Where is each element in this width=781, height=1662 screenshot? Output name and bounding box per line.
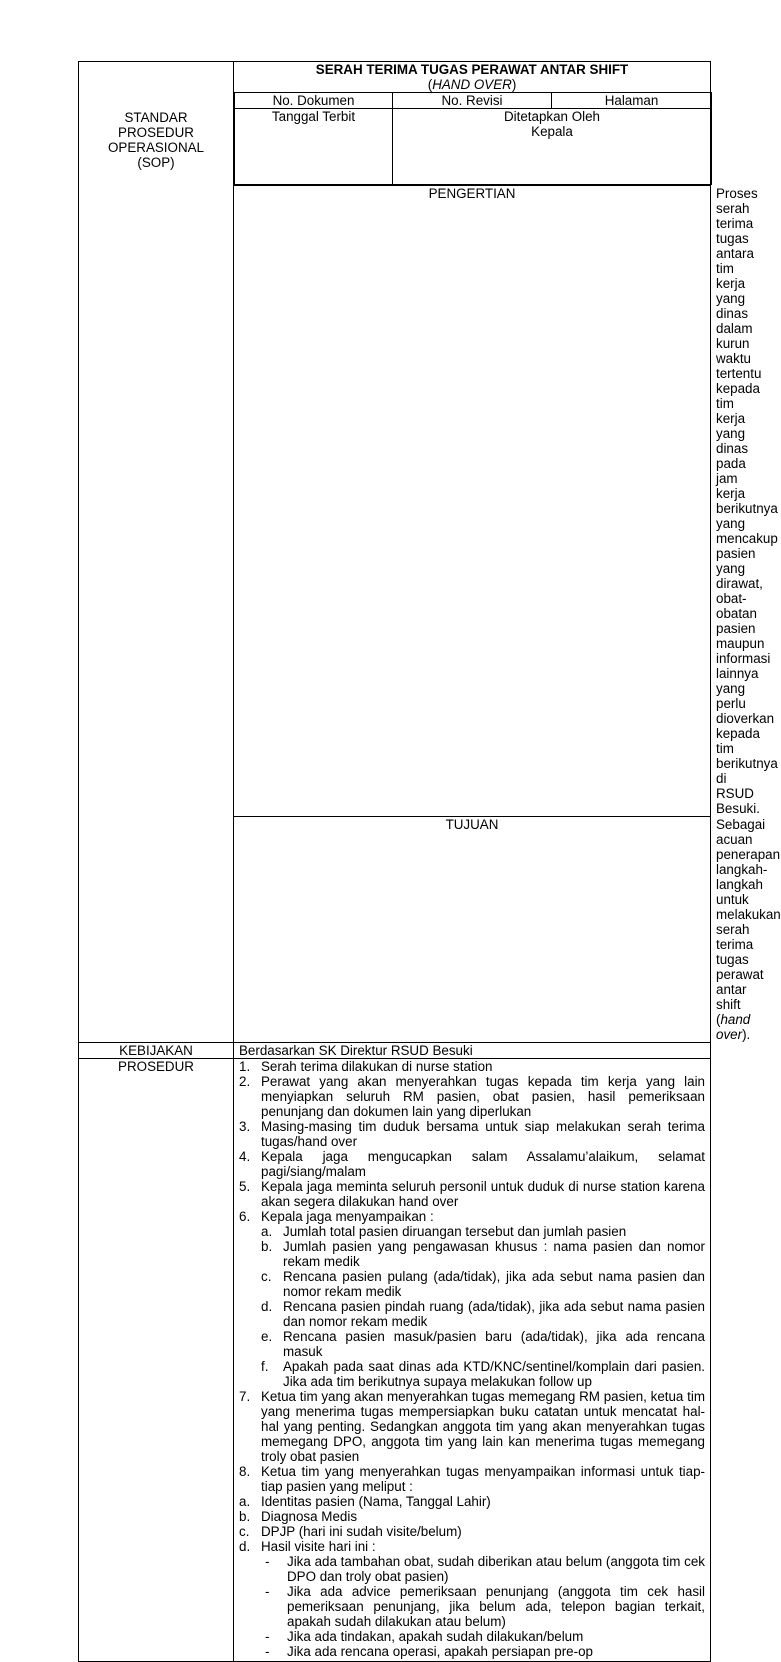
document-subtitle: (HAND OVER) <box>427 77 517 92</box>
step6-sublist <box>261 1224 705 1389</box>
visite-dash-list <box>239 1554 705 1659</box>
kebijakan-text: Berdasarkan SK Direktur RSUD Besuki <box>234 1043 711 1059</box>
sub-item: d. Hasil visite hari ini : - Jika ada tambahan obat, sudah diberikan atau belum (anggota tim cek DPO dan troly obat pasien) - Jika ada advice pemeriksaan penunjang (anggota tim cek hasil pemeriksaan penunjang, jika belum ada, telepon bagian terkait, apakah sudah dilakukan atau belum) - Jika ada tindakan, apakah sudah dilakukan/belum - Jika ada rencana operasi, apakah persiapan pre-op <box>239 1539 705 1659</box>
prosedur-step: 1. Serah terima dilakukan di nurse station <box>239 1059 493 1074</box>
sub-item: c. Rencana pasien pulang (ada/tidak), jika ada sebut nama pasien dan nomor rekam medik <box>261 1269 705 1299</box>
prosedur-step: 8. Ketua tim yang menyerahkan tugas menyampaikan informasi untuk tiap-tiap pasien yang meliput : a. Identitas pasien (Nama, Tanggal Lahir) b. Diagnosa Medis c. DPJP (hari ini sudah visite/belum) d. Hasil visite hari ini : - Jika ada tambahan obat, sudah diberikan atau belum (anggota tim cek DPO dan troly obat pasien) - Jika ada advice pemeriksaan penunjang (anggota tim cek hasil pemeriksaan penunjang, jika belum ada, telepon bagian terkait, apakah sudah dilakukan atau belum) - Jika ada tindakan, apakah sudah dilakukan/belum - Jika ada rencana operasi, apakah persiapan pre-op <box>239 1464 705 1659</box>
dash-item: - Jika ada tambahan obat, sudah diberikan atau belum (anggota tim cek DPO dan troly obat pasien) <box>265 1554 705 1584</box>
sop-label-line: OPERASIONAL <box>108 140 204 155</box>
sub-item: f. Apakah pada saat dinas ada KTD/KNC/sentinel/komplain dari pasien. Jika ada tim berikutnya supaya melakukan follow up <box>261 1359 705 1389</box>
no-dokumen-header: No. Dokumen <box>235 93 393 109</box>
ditetapkan-oleh-cell <box>393 109 712 185</box>
halaman-header: Halaman <box>552 93 712 109</box>
prosedur-content <box>234 1059 711 1662</box>
sub-item: b. Diagnosa Medis <box>239 1509 358 1524</box>
kepala-label: Kepala <box>531 124 573 139</box>
tanggal-terbit-label: Tanggal Terbit <box>235 109 393 185</box>
no-revisi-header: No. Revisi <box>393 93 552 109</box>
prosedur-step: 4. Kepala jaga mengucapkan salam Assalamu’alaikum, selamat pagi/siang/malam <box>239 1149 705 1179</box>
prosedur-step: 6. Kepala jaga menyampaikan : a. Jumlah total pasien diruangan tersebut dan jumlah pasien b. Jumlah pasien yang pengawasan khusus : nama pasien dan nomor rekam medik c. Rencana pasien pulang (ada/tidak), jika ada sebut nama pasien dan nomor rekam medik d. Rencana pasien pindah ruang (ada/tidak), jika ada sebut nama pasien dan nomor rekam medik e. Rencana pasien masuk/pasien baru (ada/tidak), jika ada rencana masuk f. Apakah pada saat dinas ada KTD/KNC/sentinel/komplain dari pasien. Jika ada tim berikutnya supaya melakukan follow up <box>239 1209 705 1389</box>
prosedur-step: 5. Kepala jaga meminta seluruh personil untuk duduk di nurse station karena akan segera dilakukan hand over <box>239 1179 705 1209</box>
document-meta-table <box>234 92 712 185</box>
tujuan-label: TUJUAN <box>234 817 711 1043</box>
dash-item: - Jika ada advice pemeriksaan penunjang (anggota tim cek hasil pemeriksaan penunjang, jika belum ada, telepon bagian terkait, apakah sudah dilakukan atau belum) <box>265 1584 705 1629</box>
ditetapkan-oleh-label: Ditetapkan Oleh <box>503 109 601 124</box>
prosedur-steps <box>239 1059 705 1659</box>
sub-item: b. Jumlah pasien yang pengawasan khusus : nama pasien dan nomor rekam medik <box>261 1239 705 1269</box>
sub-item: a. Jumlah total pasien diruangan tersebut dan jumlah pasien <box>261 1224 627 1239</box>
sub-item: a. Identitas pasien (Nama, Tanggal Lahir) <box>239 1494 491 1509</box>
sub-item: e. Rencana pasien masuk/pasien baru (ada/tidak), jika ada rencana masuk <box>261 1329 705 1359</box>
prosedur-step: 3. Masing-masing tim duduk bersama untuk siap melakukan serah terima tugas/hand over <box>239 1119 705 1149</box>
sub-item: d. Rencana pasien pindah ruang (ada/tidak), jika ada sebut nama pasien dan nomor rekam medik <box>261 1299 705 1329</box>
dash-item: - Jika ada rencana operasi, apakah persiapan pre-op <box>265 1644 593 1659</box>
step8-sublist <box>239 1494 705 1659</box>
sop-table: STANDAR PROSEDUR OPERASIONAL (SOP) SERAH TERIMA TUGAS PERAWAT ANTAR SHIFT (HAND OVER) No. Dokumen No. Revisi Halaman Tanggal Terbit Ditetapkan Oleh Kepala PENGERTIAN Proses serah terima tugas antara tim kerja yang dinas dalam kurun waktu tertentu kepada tim kerja yang dinas pada jam kerja berikutnya yang mencakup pasien yang dirawat, obat-obatan pasien maupun informasi lainnya yang perlu dioverkan kepada tim berikutnya di RSUD Besuki. TUJUAN Sebagai acuan penerapan langkah-langkah untuk melakukan serah terima tugas perawat antar shift (hand over). KEBIJAKAN Berdasarkan SK Direktur RSUD Besuki PROSEDUR 1. Serah terima dilakukan di nurse station 2. Perawat yang akan menyerahkan tugas kepada tim kerja yang lain menyiapkan seluruh RM pasien, obat pasien, hasil pemeriksaan penunjang dan dokumen lain yang diperlukan 3. Masing-masing tim duduk bersama untuk siap melakukan serah terima tugas/hand over 4. Kepala jaga mengucapkan salam Assalamu’alaikum, selamat pagi/siang/malam 5. Kepala jaga meminta seluruh personil untuk duduk di nurse station karena akan segera dilakukan hand over 6. Kepala jaga menyampaikan : a. Jumlah total pasien diruangan tersebut dan jumlah pasien b. Jumlah pasien yang pengawasan khusus : nama pasien dan nomor rekam medik c. Rencana pasien pulang (ada/tidak), jika ada sebut nama pasien dan nomor rekam medik d. Rencana pasien pindah ruang (ada/tidak), jika ada sebut nama pasien dan nomor rekam medik e. Rencana pasien masuk/pasien baru (ada/tidak), jika ada rencana masuk f. Apakah pada saat dinas ada KTD/KNC/sentinel/komplain dari pasien. Jika ada tim berikutnya supaya melakukan follow up 7. Ketua tim yang akan menyerahkan tugas memegang RM pasien, ketua tim yang menerima tugas mempersiapkan buku catatan untuk mencatat hal-hal yang penting. Sedangkan anggota tim yang akan menyerahkan tugas memegang DPO, anggota tim yang lain kan menerima tugas memegang troly obat pasien 8. Ketua tim yang menyerahkan tugas menyampaikan informasi untuk tiap-tiap pasien yang meliput : a. Identitas pasien (Nama, Tanggal Lahir) b. Diagnosa Medis c. DPJP (hari ini sudah visite/belum) d. Hasil visite hari ini : - Jika ada tambahan obat, sudah diberikan atau belum (anggota tim cek DPO dan troly obat pasien) - Jika ada advice pemeriksaan penunjang (anggota tim cek hasil pemeriksaan penunjang, jika belum ada, telepon bagian terkait, apakah sudah dilakukan atau belum) - Jika ada tindakan, apakah sudah dilakukan/belum - Jika ada rencana operasi, apakah persiapan pre-op <box>78 61 711 1662</box>
sub-item: c. DPJP (hari ini sudah visite/belum) <box>239 1524 462 1539</box>
prosedur-step: 2. Perawat yang akan menyerahkan tugas kepada tim kerja yang lain menyiapkan seluruh RM pasien, obat pasien, hasil pemeriksaan penunjang dan dokumen lain yang diperlukan <box>239 1074 705 1119</box>
sop-label-cell <box>79 62 234 1043</box>
dash-item: - Jika ada tindakan, apakah sudah dilakukan/belum <box>265 1629 584 1644</box>
pengertian-label: PENGERTIAN <box>234 186 711 817</box>
sop-label-line: STANDAR <box>124 110 188 125</box>
prosedur-label: PROSEDUR <box>79 1059 234 1662</box>
sop-label-line: (SOP) <box>137 155 175 170</box>
kebijakan-label: KEBIJAKAN <box>79 1043 234 1059</box>
document-title-cell <box>234 62 711 186</box>
prosedur-step: 7. Ketua tim yang akan menyerahkan tugas memegang RM pasien, ketua tim yang menerima tugas mempersiapkan buku catatan untuk mencatat hal-hal yang penting. Sedangkan anggota tim yang akan menyerahkan tugas memegang DPO, anggota tim yang lain kan menerima tugas memegang troly obat pasien <box>239 1389 705 1464</box>
sop-label-line: PROSEDUR <box>118 125 194 140</box>
document-title: SERAH TERIMA TUGAS PERAWAT ANTAR SHIFT <box>315 62 629 77</box>
